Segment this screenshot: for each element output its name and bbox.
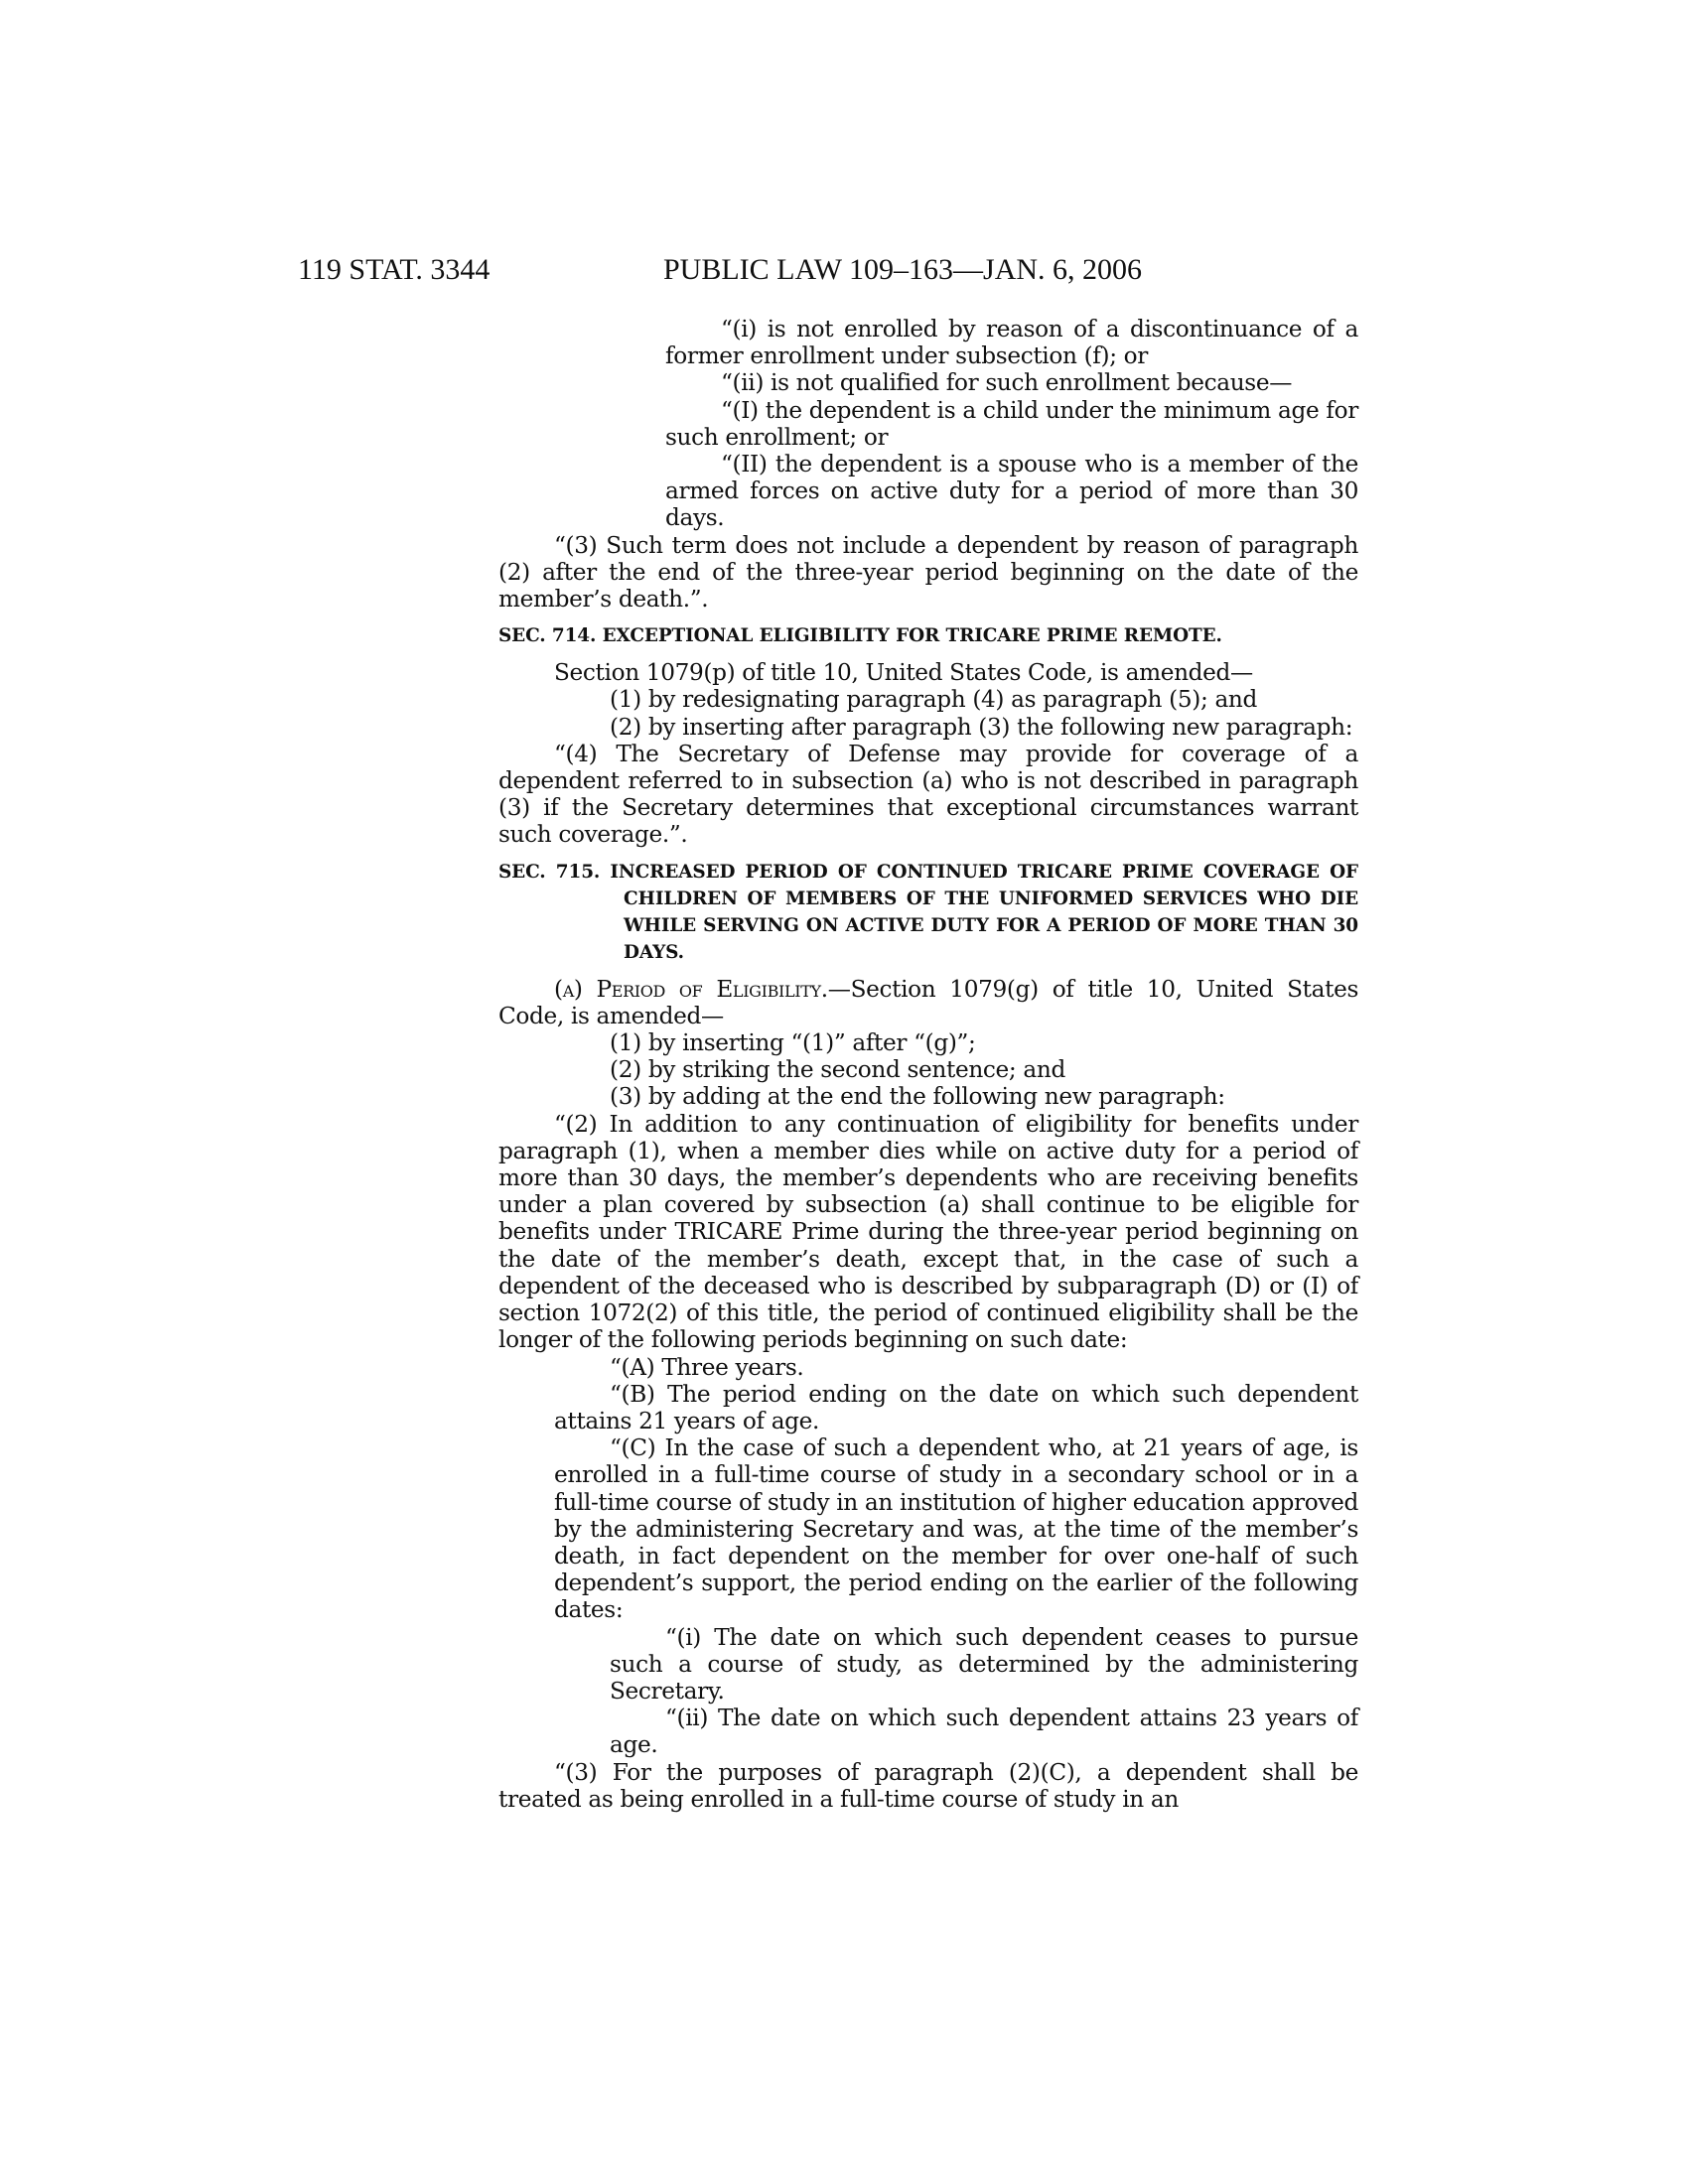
clause-i-ceases-study: “(i) The date on which such dependent ceases to pursue such a course of study, as determined by the administering Secretary. xyxy=(610,1623,1358,1705)
amendment-1-redesignate: (1) by redesignating paragraph (4) as paragraph (5); and xyxy=(610,686,1257,714)
amendment-1-insert-1: (1) by inserting “(1)” after “(g)”; xyxy=(610,1029,976,1057)
paragraph-3-full-time-definition: “(3) For the purposes of paragraph (2)(C), a dependent shall be treated as being enrolled in a full-time course of study in an xyxy=(498,1758,1358,1813)
stat-reference: 119 STAT. 3344 xyxy=(298,253,491,286)
subclause-II-spouse: “(II) the dependent is a spouse who is a member of the armed forces on active duty for a period of more than 30 days. xyxy=(665,451,1358,532)
amendment-2-insert: (2) by inserting after paragraph (3) the following new paragraph: xyxy=(610,713,1353,741)
subclause-I-child: “(I) the dependent is a child under the minimum age for such enrollment; or xyxy=(665,396,1358,451)
clause-ii-not-qualified: “(ii) is not qualified for such enrollment because— xyxy=(721,369,1293,397)
section-714-intro: Section 1079(p) of title 10, United States Code, is amended— xyxy=(554,659,1253,687)
subparagraph-A-three-years: “(A) Three years. xyxy=(610,1353,804,1381)
subsection-a-period-of-eligibility xyxy=(498,976,1358,1029)
paragraph-3-term-exclusion: “(3) Such term does not include a dependent by reason of paragraph (2) after the end of the three-year period beginning on the date of the member’s death.”. xyxy=(498,531,1358,614)
page-header xyxy=(298,250,1390,290)
section-714-heading: SEC. 714. EXCEPTIONAL ELIGIBILITY FOR TRICARE PRIME REMOTE. xyxy=(498,625,1222,647)
amendment-2-strike: (2) by striking the second sentence; and xyxy=(610,1056,1065,1084)
amendment-3-add: (3) by adding at the end the following new paragraph: xyxy=(610,1083,1225,1111)
public-law-reference: PUBLIC LAW 109–163—JAN. 6, 2006 xyxy=(663,253,1143,286)
paragraph-4-coverage: “(4) The Secretary of Defense may provide for coverage of a dependent referred to in subsection (a) who is not described in paragraph (3) if the Secretary determines that exceptional circumstances warrant such coverage.”. xyxy=(498,740,1358,849)
subparagraph-B-age-21: “(B) The period ending on the date on which such dependent attains 21 years of age. xyxy=(554,1380,1358,1434)
subsection-a-text: —Section 1079(g) of title 10, United States Code, is amended— xyxy=(498,975,1358,1029)
paragraph-2-continuation: “(2) In addition to any continuation of eligibility for benefits under paragraph (1), when a member dies while on active duty for a period of more than 30 days, the member’s dependents who are receiving benefits under a plan covered by subsection (a) shall continue to be eligible for benefits under TRICARE Prime during the three-year period beginning on the date of the member’s death, except that, in the case of such a dependent of the deceased who is described by subparagraph (D) or (I) of section 1072(2) of this title, the period of continued eligibility shall be the longer of the following periods beginning on such date: xyxy=(498,1110,1358,1354)
subsection-a-label: (a) Period of Eligibility. xyxy=(554,975,828,1003)
law-text-column xyxy=(498,316,1358,1813)
subparagraph-C-full-time-study: “(C) In the case of such a dependent who, at 21 years of age, is enrolled in a full-time course of study in a secondary school or in a full-time course of study in an institution of higher education approved by the administering Secretary and was, at the time of the member’s death, in fact dependent on the member for over one-half of such dependent’s support, the period ending on the earlier of the following dates: xyxy=(554,1434,1358,1624)
section-715-heading: SEC. 715. INCREASED PERIOD OF CONTINUED TRICARE PRIME COVERAGE OF CHILDREN OF MEMBERS OF THE UNIFORMED SERVICES WHO DIE WHILE SERVING ON ACTIVE DUTY FOR A PERIOD OF MORE THAN 30 DAYS. xyxy=(498,861,1358,963)
clause-i-discontinuance: “(i) is not enrolled by reason of a discontinuance of a former enrollment under subsection (f); or xyxy=(665,316,1358,370)
clause-ii-age-23: “(ii) The date on which such dependent attains 23 years of age. xyxy=(610,1705,1358,1759)
